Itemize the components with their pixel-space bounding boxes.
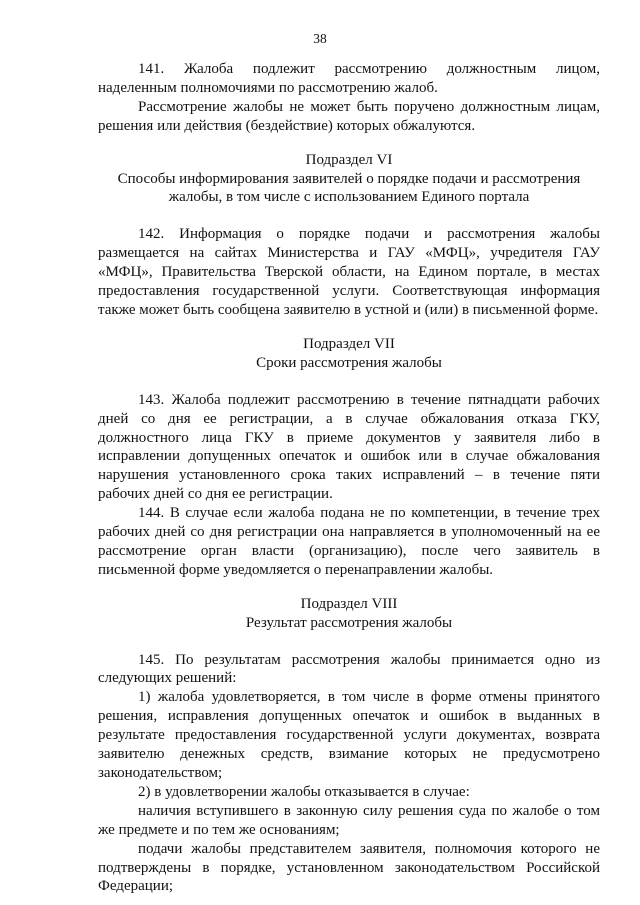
document-body: [98, 60, 600, 896]
paragraph-141: 141. Жалоба подлежит рассмотрению должностным лицом, наделенным полномочиями по рассмотрению жалоб.: [98, 61, 600, 96]
page-number: 38: [313, 31, 327, 46]
section-heading-viii: [98, 595, 600, 633]
paragraph-141-continued: Рассмотрение жалобы не может быть поручено должностным лицам, решения или действия (бездействие) которых обжалуются.: [98, 98, 600, 134]
paragraph-145: 145. По результатам рассмотрения жалобы принимается одно из следующих решений:: [98, 651, 600, 687]
paragraph-145-item-1: 1) жалоба удовлетворяется, в том числе в форме отмены принятого решения, исправления допущенных опечаток и ошибок в выданных в результате предоставления государственной услуги документах, возврата заявителю денежных средств, взимание которых не предусмотрено законодательством;: [98, 689, 600, 781]
paragraph-145-item-2: 2) в удовлетворении жалобы отказывается в случае:: [138, 783, 470, 800]
paragraph-144: 144. В случае если жалоба подана не по компетенции, в течение трех рабочих дней со дня регистрации она направляется в уполномоченный на ее рассмотрение орган власти (организацию), после чего заявитель в письменной форме уведомляется о перенаправлении жалобы.: [98, 505, 600, 578]
section-subtitle: жалобы, в том числе с использованием Единого портала: [168, 189, 530, 206]
paragraph-145-item-2b: подачи жалобы представителем заявителя, полномочия которого не подтверждены в порядке, установленном законодательством Российской Федерации;: [98, 840, 600, 895]
section-subtitle: Способы информирования заявителей о порядке подачи и рассмотрения: [117, 170, 581, 187]
paragraph-145-item-2a: наличия вступившего в законную силу решения суда по жалобе о том же предмете и по тем же основаниям;: [98, 802, 600, 838]
section-title: Подраздел VI: [305, 151, 393, 168]
section-subtitle: Сроки рассмотрения жалобы: [256, 354, 442, 371]
section-title: Подраздел VII: [303, 335, 395, 352]
section-subtitle: Результат рассмотрения жалобы: [245, 614, 453, 631]
section-heading-vii: [98, 335, 600, 373]
section-heading-vi: [98, 151, 600, 208]
paragraph-143: 143. Жалоба подлежит рассмотрению в течение пятнадцати рабочих дней со дня ее регистрации, а в случае обжалования отказа ГКУ, должностного лица ГКУ в приеме документов у заявителя либо в исправлении допущенных опечаток и ошибок или в случае обжалования нарушения установленного срока таких исправлений – в течение пяти рабочих дней со дня ее регистрации.: [98, 391, 600, 503]
paragraph-142: 142. Информация о порядке подачи и рассмотрения жалобы размещается на сайтах Министерства и ГАУ «МФЦ», учредителя ГАУ «МФЦ», Правительства Тверской области, на Едином портале, в местах предоставления государственной услуги. Соответствующая информация также может быть сообщена заявителю в устной и (или) в письменной форме.: [98, 226, 600, 318]
section-title: Подраздел VIII: [300, 595, 398, 612]
